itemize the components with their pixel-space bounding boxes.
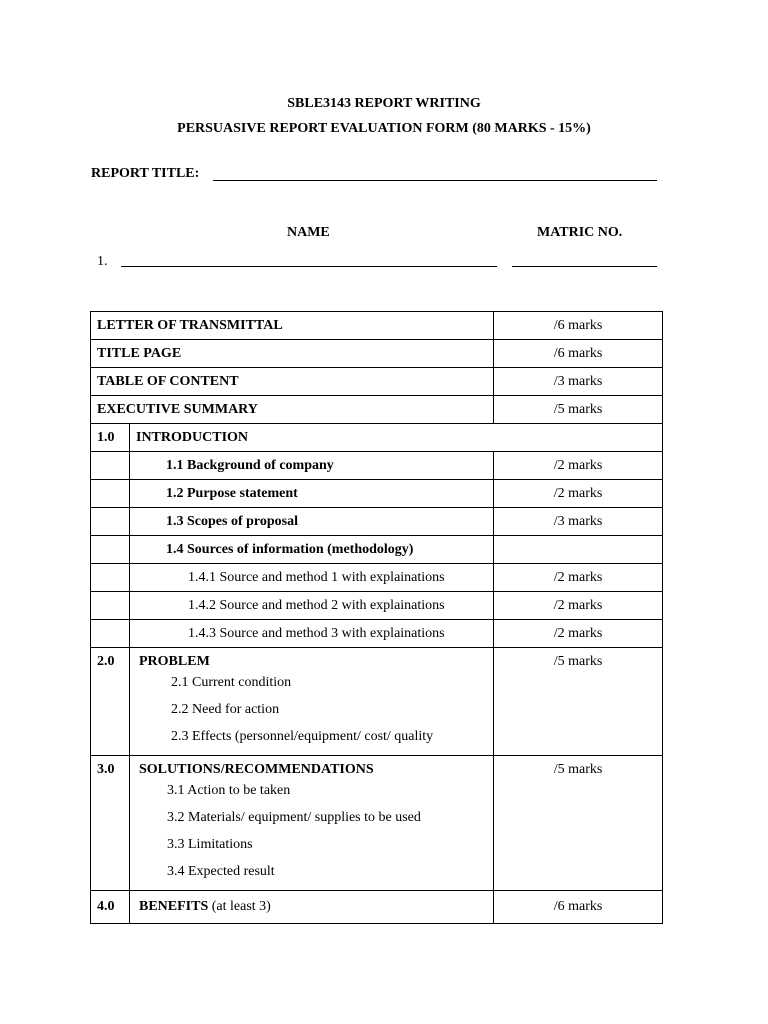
criterion-label: 1.4.2 Source and method 2 with explainations [188, 598, 445, 613]
marks-cell: /2 marks [494, 480, 663, 508]
table-row [91, 368, 663, 396]
marks-cell: /3 marks [494, 368, 663, 396]
section-label: SOLUTIONS/RECOMMENDATIONS [139, 762, 374, 777]
criterion-label: 1.4.1 Source and method 1 with explainations [188, 570, 445, 585]
sub-item: 2.3 Effects (personnel/equipment/ cost/ quality [171, 729, 434, 744]
sub-item: 2.2 Need for action [171, 702, 280, 717]
criterion-label: LETTER OF TRANSMITTAL [91, 312, 494, 340]
matric-column-header: MATRIC NO. [537, 225, 623, 240]
empty-number-cell [91, 536, 130, 564]
marks-cell: /6 marks [494, 891, 663, 924]
criterion-label: TABLE OF CONTENT [91, 368, 494, 396]
marks-cell: /2 marks [494, 564, 663, 592]
empty-number-cell [91, 564, 130, 592]
section-label: PROBLEM [139, 654, 210, 669]
sub-item: 3.1 Action to be taken [167, 783, 291, 798]
table-row [91, 312, 663, 340]
table-row [91, 536, 663, 564]
criterion-label: TITLE PAGE [91, 340, 494, 368]
report-title-blank-line[interactable] [213, 180, 657, 181]
marks-cell: /2 marks [494, 592, 663, 620]
empty-number-cell [91, 480, 130, 508]
empty-number-cell [91, 620, 130, 648]
section-number: 2.0 [91, 648, 130, 756]
table-row [91, 564, 663, 592]
name-column-header: NAME [287, 225, 330, 240]
marks-cell: /6 marks [494, 312, 663, 340]
marks-cell: /5 marks [494, 648, 663, 756]
table-row [91, 452, 663, 480]
table-row [91, 396, 663, 424]
table-row [91, 480, 663, 508]
sub-item: 3.2 Materials/ equipment/ supplies to be used [167, 810, 421, 825]
sub-item: 3.3 Limitations [167, 837, 253, 852]
criterion-label: 1.1 Background of company [166, 458, 334, 473]
section-number: 1.0 [91, 424, 130, 452]
table-row [91, 424, 663, 452]
sub-item: 2.1 Current condition [171, 675, 292, 690]
table-row [91, 508, 663, 536]
table-row [91, 592, 663, 620]
marks-cell: /2 marks [494, 620, 663, 648]
empty-number-cell [91, 592, 130, 620]
marks-cell: /6 marks [494, 340, 663, 368]
section-label: INTRODUCTION [130, 424, 663, 452]
criterion-label: EXECUTIVE SUMMARY [91, 396, 494, 424]
sub-item: 3.4 Expected result [167, 864, 275, 879]
evaluation-table [90, 311, 663, 924]
empty-number-cell [91, 452, 130, 480]
marks-cell: /5 marks [494, 396, 663, 424]
member-index: 1. [97, 254, 108, 269]
criterion-label: 1.3 Scopes of proposal [166, 514, 298, 529]
criterion-label: 1.4.3 Source and method 3 with explainations [188, 626, 445, 641]
marks-cell: /2 marks [494, 452, 663, 480]
section-note: (at least 3) [211, 899, 271, 914]
section-number: 4.0 [91, 891, 130, 924]
marks-cell: /3 marks [494, 508, 663, 536]
member-name-blank-line[interactable] [121, 266, 497, 267]
empty-number-cell [91, 508, 130, 536]
table-row [91, 340, 663, 368]
marks-cell: /5 marks [494, 756, 663, 891]
section-number: 3.0 [91, 756, 130, 891]
table-row [91, 648, 663, 756]
report-title-label: REPORT TITLE: [91, 166, 200, 181]
table-row [91, 756, 663, 891]
table-row [91, 891, 663, 924]
marks-cell [494, 536, 663, 564]
table-row [91, 620, 663, 648]
form-title: PERSUASIVE REPORT EVALUATION FORM (80 MARKS - 15%) [177, 121, 591, 136]
member-matric-blank-line[interactable] [512, 266, 657, 267]
criterion-label: 1.4 Sources of information (methodology) [166, 542, 414, 557]
section-label: BENEFITS [139, 899, 209, 914]
criterion-label: 1.2 Purpose statement [166, 486, 298, 501]
course-title: SBLE3143 REPORT WRITING [287, 96, 481, 111]
